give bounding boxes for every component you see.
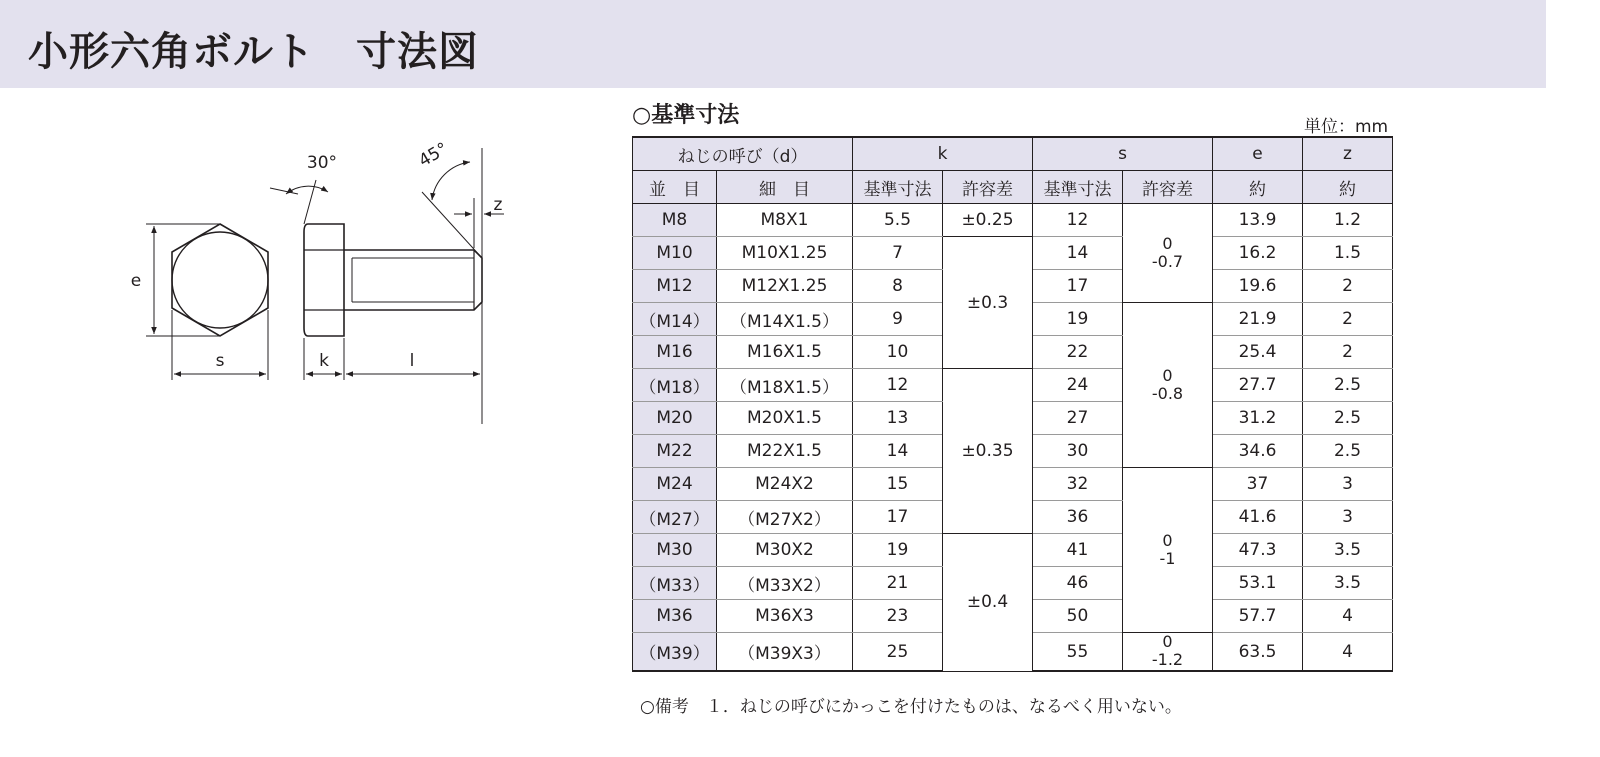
cell-s-tolerance: 0 -0.8 (1123, 303, 1213, 468)
cell-z: 3 (1303, 468, 1393, 501)
cell-e: 63.5 (1213, 633, 1303, 672)
table-row (633, 369, 1393, 402)
cell-z: 3.5 (1303, 534, 1393, 567)
cell-s: 55 (1033, 633, 1123, 672)
cell-coarse: M22 (633, 435, 717, 468)
table-header-row (633, 137, 1393, 171)
cell-s: 46 (1033, 567, 1123, 600)
dimension-table (632, 136, 1393, 672)
cell-e: 53.1 (1213, 567, 1303, 600)
header-z: z (1303, 137, 1393, 171)
bolt-head-side-view (304, 224, 344, 336)
cell-e: 25.4 (1213, 336, 1303, 369)
cell-k: 13 (853, 402, 943, 435)
header-nominal: ねじの呼び（d） (633, 137, 853, 171)
cell-e: 37 (1213, 468, 1303, 501)
cell-e: 57.7 (1213, 600, 1303, 633)
cell-coarse: M36 (633, 600, 717, 633)
cell-e: 19.6 (1213, 270, 1303, 303)
cell-fine: M12X1.25 (717, 270, 853, 303)
chamfer-circle (172, 232, 268, 328)
header-s-basic: 基準寸法 (1033, 171, 1123, 204)
cell-fine: （M39X3） (717, 633, 853, 672)
header-s: s (1033, 137, 1213, 171)
header-k: k (853, 137, 1033, 171)
cell-e: 41.6 (1213, 501, 1303, 534)
cell-z: 2.5 (1303, 435, 1393, 468)
table-row (633, 534, 1393, 567)
cell-fine: M24X2 (717, 468, 853, 501)
label-s: s (215, 351, 225, 371)
cell-k: 19 (853, 534, 943, 567)
cell-coarse: M30 (633, 534, 717, 567)
cell-s: 30 (1033, 435, 1123, 468)
cell-s: 27 (1033, 402, 1123, 435)
cell-fine: M36X3 (717, 600, 853, 633)
cell-k: 25 (853, 633, 943, 672)
label-30-degree: 30° (306, 153, 338, 173)
cell-fine: （M18X1.5） (717, 369, 853, 402)
section-title: ○基準寸法 (632, 103, 740, 128)
cell-coarse: M20 (633, 402, 717, 435)
cell-k-tolerance: ±0.25 (943, 204, 1033, 237)
cell-z: 4 (1303, 633, 1393, 672)
bolt-shank (344, 250, 482, 310)
header-z-approx: 約 (1303, 171, 1393, 204)
cell-z: 3.5 (1303, 567, 1393, 600)
cell-k: 14 (853, 435, 943, 468)
cell-coarse: M12 (633, 270, 717, 303)
cell-s-tolerance: 0 -0.7 (1123, 204, 1213, 303)
cell-k: 9 (853, 303, 943, 336)
header-e-approx: 約 (1213, 171, 1303, 204)
cell-fine: （M14X1.5） (717, 303, 853, 336)
cell-z: 1.5 (1303, 237, 1393, 270)
cell-e: 13.9 (1213, 204, 1303, 237)
cell-k: 8 (853, 270, 943, 303)
cell-k: 21 (853, 567, 943, 600)
cell-k: 17 (853, 501, 943, 534)
cell-k: 15 (853, 468, 943, 501)
cell-fine: M8X1 (717, 204, 853, 237)
remarks-note: ○備考 １．ねじの呼びにかっこを付けたものは、なるべく用いない。 (640, 697, 1182, 717)
label-z: z (493, 195, 503, 215)
cell-s: 17 (1033, 270, 1123, 303)
cell-s: 19 (1033, 303, 1123, 336)
cell-fine: M16X1.5 (717, 336, 853, 369)
cell-coarse: M16 (633, 336, 717, 369)
cell-e: 21.9 (1213, 303, 1303, 336)
table-subheader-row (633, 171, 1393, 204)
cell-z: 1.2 (1303, 204, 1393, 237)
cell-k: 7 (853, 237, 943, 270)
cell-k: 23 (853, 600, 943, 633)
cell-fine: （M27X2） (717, 501, 853, 534)
cell-s-tolerance: 0 -1 (1123, 468, 1213, 633)
cell-coarse: （M33） (633, 567, 717, 600)
cell-k-tolerance: ±0.35 (943, 369, 1033, 534)
cell-k-tolerance: ±0.3 (943, 237, 1033, 369)
cell-coarse: M10 (633, 237, 717, 270)
cell-s-tolerance: 0 -1.2 (1123, 633, 1213, 672)
page-title: 小形六角ボルト 寸法図 (28, 29, 479, 75)
label-e: e (130, 271, 142, 291)
cell-fine: （M33X2） (717, 567, 853, 600)
cell-coarse: （M14） (633, 303, 717, 336)
cell-s: 12 (1033, 204, 1123, 237)
unit-label: 単位：mm (1304, 117, 1389, 137)
header-k-basic: 基準寸法 (853, 171, 943, 204)
hexagon-head-front-view (172, 224, 268, 336)
cell-e: 47.3 (1213, 534, 1303, 567)
cell-fine: M10X1.25 (717, 237, 853, 270)
cell-coarse: （M27） (633, 501, 717, 534)
header-s-tolerance: 許容差 (1123, 171, 1213, 204)
label-45-degree: 45° (415, 138, 452, 172)
cell-coarse: M24 (633, 468, 717, 501)
bolt-dimension-drawing (120, 128, 540, 438)
title-banner (0, 0, 1546, 88)
cell-s: 32 (1033, 468, 1123, 501)
header-k-tolerance: 許容差 (943, 171, 1033, 204)
table-row (633, 237, 1393, 270)
cell-s: 41 (1033, 534, 1123, 567)
cell-fine: M22X1.5 (717, 435, 853, 468)
cell-s: 24 (1033, 369, 1123, 402)
table-row (633, 204, 1393, 237)
cell-z: 2.5 (1303, 402, 1393, 435)
cell-coarse: （M39） (633, 633, 717, 672)
cell-fine: M30X2 (717, 534, 853, 567)
cell-s: 14 (1033, 237, 1123, 270)
cell-s: 22 (1033, 336, 1123, 369)
cell-z: 4 (1303, 600, 1393, 633)
label-l: l (409, 351, 415, 371)
cell-k-tolerance: ±0.4 (943, 534, 1033, 672)
header-e: e (1213, 137, 1303, 171)
cell-e: 16.2 (1213, 237, 1303, 270)
label-k: k (319, 351, 329, 371)
cell-fine: M20X1.5 (717, 402, 853, 435)
cell-k: 10 (853, 336, 943, 369)
cell-s: 36 (1033, 501, 1123, 534)
cell-e: 27.7 (1213, 369, 1303, 402)
cell-k: 12 (853, 369, 943, 402)
cell-z: 2 (1303, 303, 1393, 336)
cell-z: 2 (1303, 336, 1393, 369)
cell-z: 2 (1303, 270, 1393, 303)
cell-s: 50 (1033, 600, 1123, 633)
cell-coarse: M8 (633, 204, 717, 237)
header-fine: 細 目 (717, 171, 853, 204)
cell-z: 2.5 (1303, 369, 1393, 402)
header-coarse: 並 目 (633, 171, 717, 204)
cell-e: 31.2 (1213, 402, 1303, 435)
cell-z: 3 (1303, 501, 1393, 534)
cell-k: 5.5 (853, 204, 943, 237)
cell-e: 34.6 (1213, 435, 1303, 468)
cell-coarse: （M18） (633, 369, 717, 402)
